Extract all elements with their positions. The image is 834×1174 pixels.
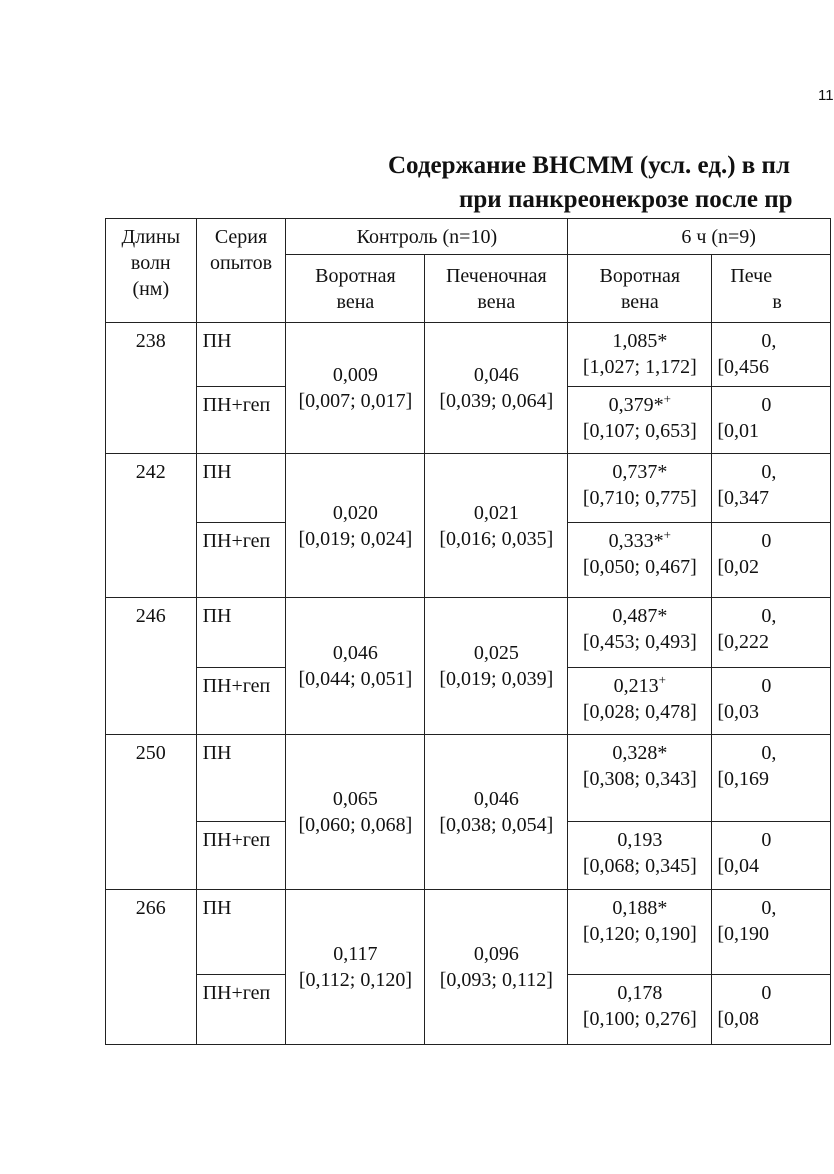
- header-row-1: [106, 219, 831, 255]
- control-portal-median: 0,009: [332, 364, 378, 386]
- h6-hepatic-cell: [712, 890, 831, 975]
- h6-portal-median: 0,188*: [612, 897, 668, 919]
- table-row: [106, 323, 831, 387]
- h6-portal-median: 0,213+: [613, 672, 666, 697]
- control-hepatic-range: [0,038; 0,054]: [439, 814, 554, 836]
- h6-hepatic-range: [0,01: [717, 420, 760, 442]
- header-control-hepatic-vein: Печеночная вена: [425, 255, 568, 323]
- table-row: [106, 454, 831, 523]
- h6-portal-cell: [568, 387, 712, 454]
- h6-hepatic-median: 0: [761, 530, 772, 552]
- wavelength-cell: 250: [106, 735, 197, 890]
- h6-hepatic-median: 0,: [761, 461, 777, 483]
- h6-portal-cell: [568, 598, 712, 668]
- control-portal-range: [0,112; 0,120]: [298, 969, 412, 991]
- h6-portal-cell: [568, 890, 712, 975]
- h6-portal-cell: [568, 975, 712, 1045]
- control-portal-range: [0,044; 0,051]: [298, 668, 413, 690]
- control-hepatic-range: [0,019; 0,039]: [439, 668, 554, 690]
- control-hepatic-median: 0,046: [473, 364, 519, 386]
- series-cell: ПН: [196, 735, 286, 822]
- control-portal-cell: [286, 598, 425, 735]
- h6-hepatic-range: [0,02: [717, 556, 760, 578]
- series-cell: ПН+геп: [196, 523, 286, 598]
- h6-portal-range: [0,710; 0,775]: [582, 487, 697, 509]
- significance-mark: +: [658, 672, 666, 687]
- h6-hepatic-median: 0,: [761, 330, 777, 352]
- h6-hepatic-cell: [712, 668, 831, 735]
- h6-portal-range: [0,107; 0,653]: [582, 420, 697, 442]
- table-row: [106, 735, 831, 822]
- h6-hepatic-cell: [712, 323, 831, 387]
- h6-hepatic-range: [0,190: [717, 923, 770, 945]
- h6-portal-range: [0,453; 0,493]: [582, 631, 697, 653]
- control-hepatic-median: 0,025: [473, 642, 519, 664]
- control-hepatic-cell: [425, 598, 568, 735]
- control-portal-median: 0,117: [333, 943, 378, 965]
- h6-hepatic-cell: [712, 598, 831, 668]
- h6-portal-cell: [568, 454, 712, 523]
- wavelength-cell: 238: [106, 323, 197, 454]
- series-cell: ПН: [196, 598, 286, 668]
- h6-hepatic-range: [0,456: [717, 356, 770, 378]
- h6-hepatic-cell: [712, 975, 831, 1045]
- control-hepatic-median: 0,096: [473, 943, 519, 965]
- header-series: Серия опытов: [196, 219, 286, 323]
- h6-portal-cell: [568, 822, 712, 890]
- data-table: [105, 218, 831, 1045]
- h6-portal-median: 0,333*+: [608, 527, 671, 552]
- h6-hepatic-range: [0,04: [717, 855, 760, 877]
- h6-portal-range: [0,028; 0,478]: [582, 701, 697, 723]
- h6-portal-cell: [568, 735, 712, 822]
- h6-portal-range: [0,100; 0,276]: [582, 1008, 697, 1030]
- control-hepatic-median: 0,021: [473, 501, 519, 524]
- control-portal-cell: [286, 735, 425, 890]
- header-control-portal-vein: Воротная вена: [286, 255, 425, 323]
- control-hepatic-range: [0,039; 0,064]: [439, 390, 554, 412]
- h6-hepatic-range: [0,222: [717, 631, 770, 653]
- h6-portal-range: [0,068; 0,345]: [582, 855, 697, 877]
- h6-hepatic-median: 0: [761, 394, 772, 416]
- control-portal-median: 0,065: [332, 788, 378, 810]
- h6-hepatic-median: 0,: [761, 742, 777, 764]
- h6-hepatic-cell: [712, 387, 831, 454]
- h6-hepatic-median: 0: [761, 982, 772, 1004]
- series-cell: ПН+геп: [196, 822, 286, 890]
- control-portal-cell: [286, 454, 425, 598]
- h6-portal-median: 1,085*: [612, 330, 668, 352]
- h6-hepatic-cell: [712, 735, 831, 822]
- control-portal-cell: [286, 890, 425, 1045]
- h6-hepatic-range: [0,347: [717, 487, 770, 509]
- page-number: 11: [818, 87, 834, 104]
- control-portal-median: 0,046: [332, 642, 378, 664]
- h6-portal-median: 0,178: [617, 982, 663, 1004]
- control-portal-median: 0,020: [332, 501, 378, 524]
- table-title-line-1: Содержание ВНСММ (усл. ед.) в пл: [388, 152, 790, 179]
- control-hepatic-cell: [425, 454, 568, 598]
- wavelength-cell: 266: [106, 890, 197, 1045]
- h6-hepatic-median: 0: [761, 675, 772, 697]
- h6-hepatic-median: 0,: [761, 897, 777, 919]
- h6-hepatic-range: [0,169: [717, 768, 770, 790]
- control-portal-range: [0,060; 0,068]: [298, 814, 413, 836]
- h6-hepatic-cell: [712, 454, 831, 523]
- control-hepatic-cell: [425, 735, 568, 890]
- table-title-line-2: при панкреонекрозе после пр: [459, 186, 793, 213]
- wavelength-cell: 246: [106, 598, 197, 735]
- control-hepatic-range: [0,016; 0,035]: [439, 527, 554, 550]
- significance-mark: +: [663, 391, 671, 406]
- series-cell: ПН: [196, 890, 286, 975]
- h6-portal-range: [1,027; 1,172]: [582, 356, 697, 378]
- header-6h: 6 ч (n=9): [568, 219, 831, 255]
- h6-hepatic-median: 0: [761, 829, 772, 851]
- h6-hepatic-median: 0,: [761, 605, 777, 627]
- control-hepatic-cell: [425, 323, 568, 454]
- table-row: [106, 890, 831, 975]
- header-6h-hepatic-vein: Пече в: [712, 255, 831, 323]
- header-wavelength: Длины волн (нм): [106, 219, 197, 323]
- header-6h-portal-vein: Воротная вена: [568, 255, 712, 323]
- series-cell: ПН+геп: [196, 975, 286, 1045]
- h6-portal-median: 0,193: [617, 829, 663, 851]
- significance-mark: +: [663, 527, 671, 542]
- h6-portal-cell: [568, 323, 712, 387]
- series-cell: ПН: [196, 323, 286, 387]
- wavelength-cell: 242: [106, 454, 197, 598]
- h6-hepatic-cell: [712, 822, 831, 890]
- h6-portal-median: 0,487*: [612, 605, 668, 627]
- table-body: [106, 219, 831, 1045]
- series-cell: ПН: [196, 454, 286, 523]
- control-hepatic-cell: [425, 890, 568, 1045]
- h6-portal-range: [0,050; 0,467]: [582, 556, 697, 578]
- h6-portal-median: 0,328*: [612, 742, 668, 764]
- series-cell: ПН+геп: [196, 668, 286, 735]
- h6-portal-median: 0,379*+: [608, 391, 671, 416]
- control-portal-range: [0,007; 0,017]: [298, 390, 413, 412]
- h6-hepatic-range: [0,03: [717, 701, 760, 723]
- h6-portal-range: [0,308; 0,343]: [582, 768, 697, 790]
- control-portal-cell: [286, 323, 425, 454]
- h6-hepatic-range: [0,08: [717, 1008, 760, 1030]
- control-portal-range: [0,019; 0,024]: [298, 527, 413, 550]
- h6-portal-range: [0,120; 0,190]: [582, 923, 697, 945]
- control-hepatic-range: [0,093; 0,112]: [439, 969, 553, 991]
- header-control: Контроль (n=10): [286, 219, 568, 255]
- control-hepatic-median: 0,046: [473, 788, 519, 810]
- table-row: [106, 598, 831, 668]
- h6-portal-cell: [568, 668, 712, 735]
- h6-portal-cell: [568, 523, 712, 598]
- series-cell: ПН+геп: [196, 387, 286, 454]
- h6-portal-median: 0,737*: [612, 461, 668, 483]
- h6-hepatic-cell: [712, 523, 831, 598]
